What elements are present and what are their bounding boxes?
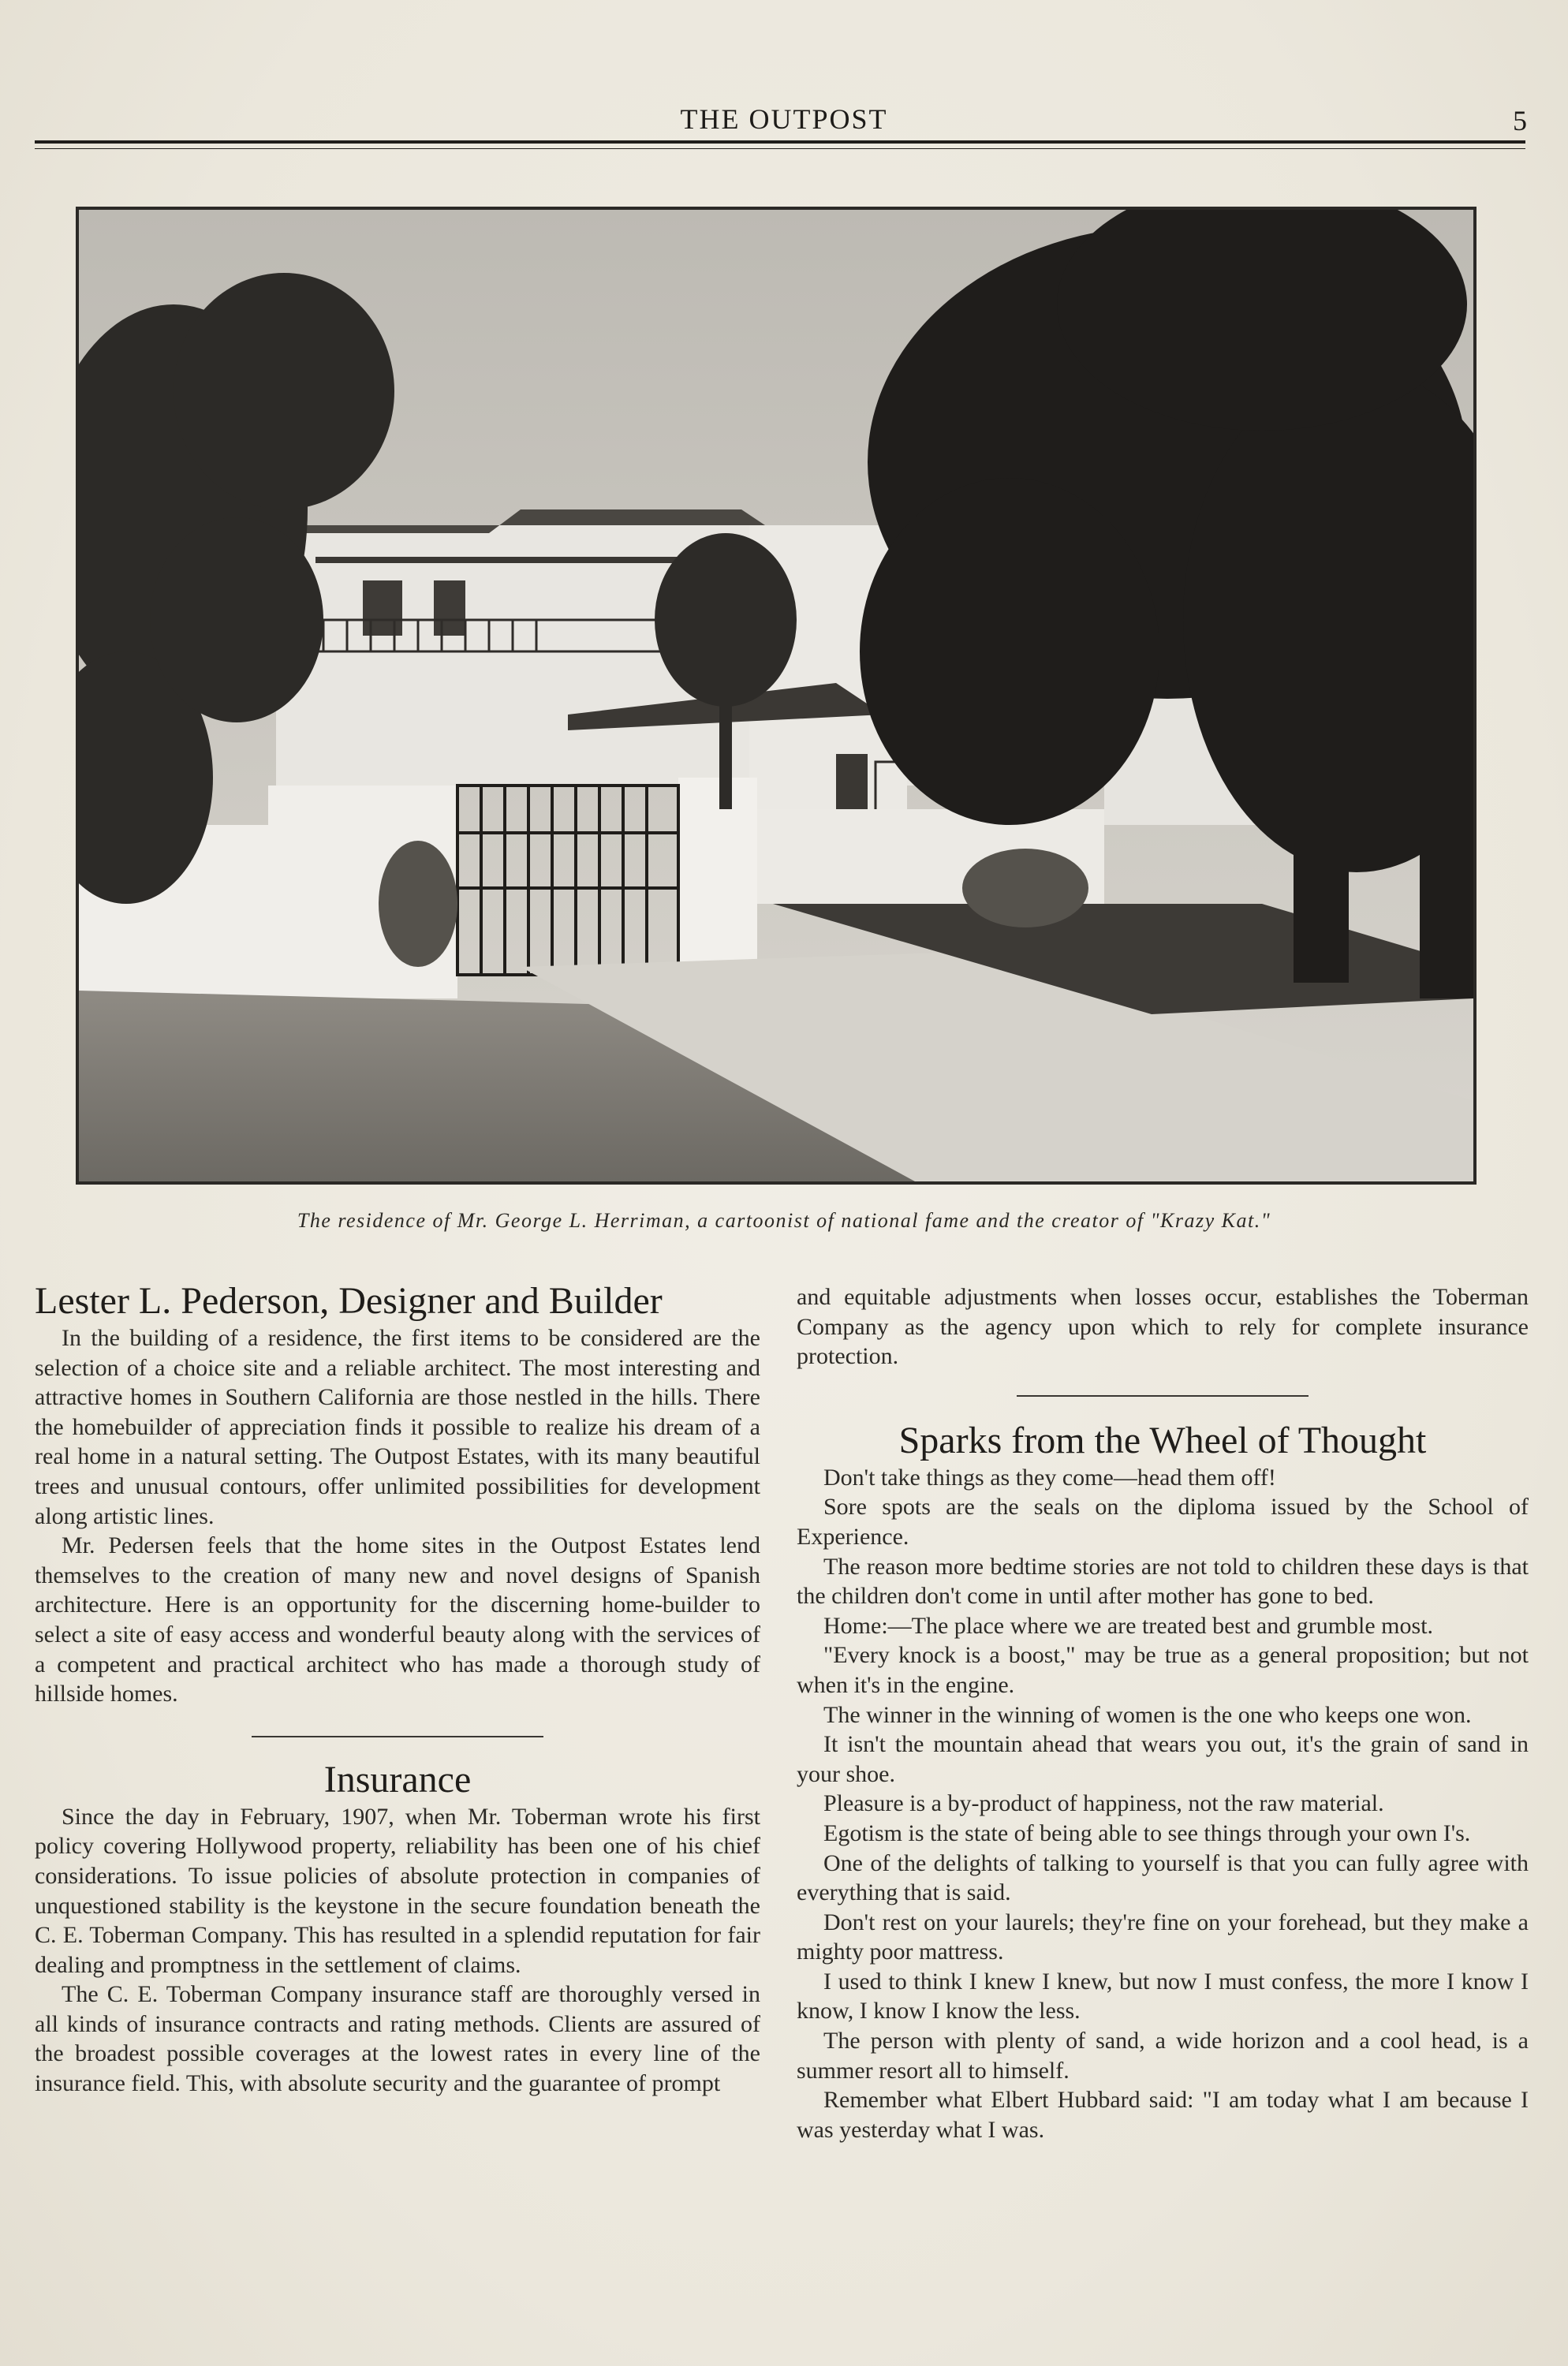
saying: The reason more bedtime stories are not told to children these days is that the children don't come in until after mother has gone to bed. [797, 1553, 1529, 1610]
saying: I used to think I knew I knew, but now I must confess, the more I know I know, I know I know the less. [797, 1968, 1529, 2025]
insurance-paragraph-1: Since the day in February, 1907, when Mr. Toberman wrote his first policy covering Hollywood property, reliability has been one of his chief considerations. To issue policies of absolute protection in companies of unquestioned stability is the keystone in the secure foundation beneath the C. E. Toberman Company. This has resulted in a splendid reputation for fair dealing and promptness in the settlement of claims. [35, 1803, 760, 1978]
sparks-heading: Sparks from the Wheel of Thought [898, 1419, 1427, 1461]
residence-photograph [76, 207, 1477, 1185]
section-divider [252, 1736, 543, 1737]
saying: "Every knock is a boost," may be true as a general proposition; but not when it's in the engine. [797, 1642, 1529, 1698]
saying: Sore spots are the seals on the diploma issued by the School of Experience. [797, 1494, 1529, 1550]
saying: The person with plenty of sand, a wide horizon and a cool head, is a summer resort all to himself. [797, 2028, 1529, 2084]
pederson-heading: Lester L. Pederson, Designer and Builder [35, 1280, 663, 1322]
pederson-paragraph-1: In the building of a residence, the first items to be considered are the selection of a choice site and a reliable architect. The most interesting and attractive homes in Southern California are those nestled in the hills. There the homebuilder of appreciation finds it possible to realize his dream of a real home in a natural setting. The Outpost Estates, with its many beautiful trees and unusual contours, offer unlimited possibilities for development along artistic lines. [35, 1325, 760, 1529]
running-head [0, 103, 1568, 142]
sayings-list [797, 1463, 1529, 2145]
saying: One of the delights of talking to yourself is that you can fully agree with everything that is said. [797, 1849, 1529, 1906]
saying: Home:—The place where we are treated best and grumble most. [823, 1612, 1434, 1639]
insurance-continuation: and equitable adjustments when losses occur, establishes the Toberman Company as the agency upon which to rely for complete insurance protection. [797, 1284, 1529, 1370]
saying: Egotism is the state of being able to see things through your own I's. [823, 1819, 1471, 1846]
saying: Remember what Elbert Hubbard said: "I am today what I am because I was yesterday what I was. [797, 2087, 1529, 2143]
saying: Pleasure is a by-product of happiness, not the raw material. [823, 1790, 1384, 1817]
header-rule [35, 140, 1525, 149]
publication-title: THE OUTPOST [680, 103, 888, 135]
insurance-heading: Insurance [323, 1758, 472, 1801]
saying: Don't take things as they come—head them off! [823, 1464, 1276, 1491]
right-column [797, 1282, 1529, 2144]
saying: The winner in the winning of women is the one who keeps one won. [823, 1701, 1472, 1728]
saying: Don't rest on your laurels; they're fine on your forehead, but they make a mighty poor mattress. [797, 1909, 1529, 1965]
photo-caption: The residence of Mr. George L. Herriman, a cartoonist of national fame and the creator of "Krazy Kat." [297, 1209, 1271, 1232]
section-divider [1017, 1395, 1309, 1397]
left-column [35, 1279, 760, 2099]
pederson-paragraph-2: Mr. Pedersen feels that the home sites in the Outpost Estates lend themselves to the creation of many new and novel designs of Spanish architecture. Here is an opportunity for the discerning home-builder to select a site of easy access and wonderful beauty along with the services of a competent and practical architect who has made a thorough study of hillside homes. [35, 1532, 760, 1707]
page-number: 5 [1513, 105, 1527, 136]
saying: It isn't the mountain ahead that wears you out, it's the grain of sand in your shoe. [797, 1731, 1529, 1787]
insurance-paragraph-2: The C. E. Toberman Company insurance staff are thoroughly versed in all kinds of insurance contracts and rating methods. Clients are assured of the broadest possible coverages at the lowest rates in every line of the insurance field. This, with absolute security and the guarantee of prompt [35, 1981, 760, 2097]
